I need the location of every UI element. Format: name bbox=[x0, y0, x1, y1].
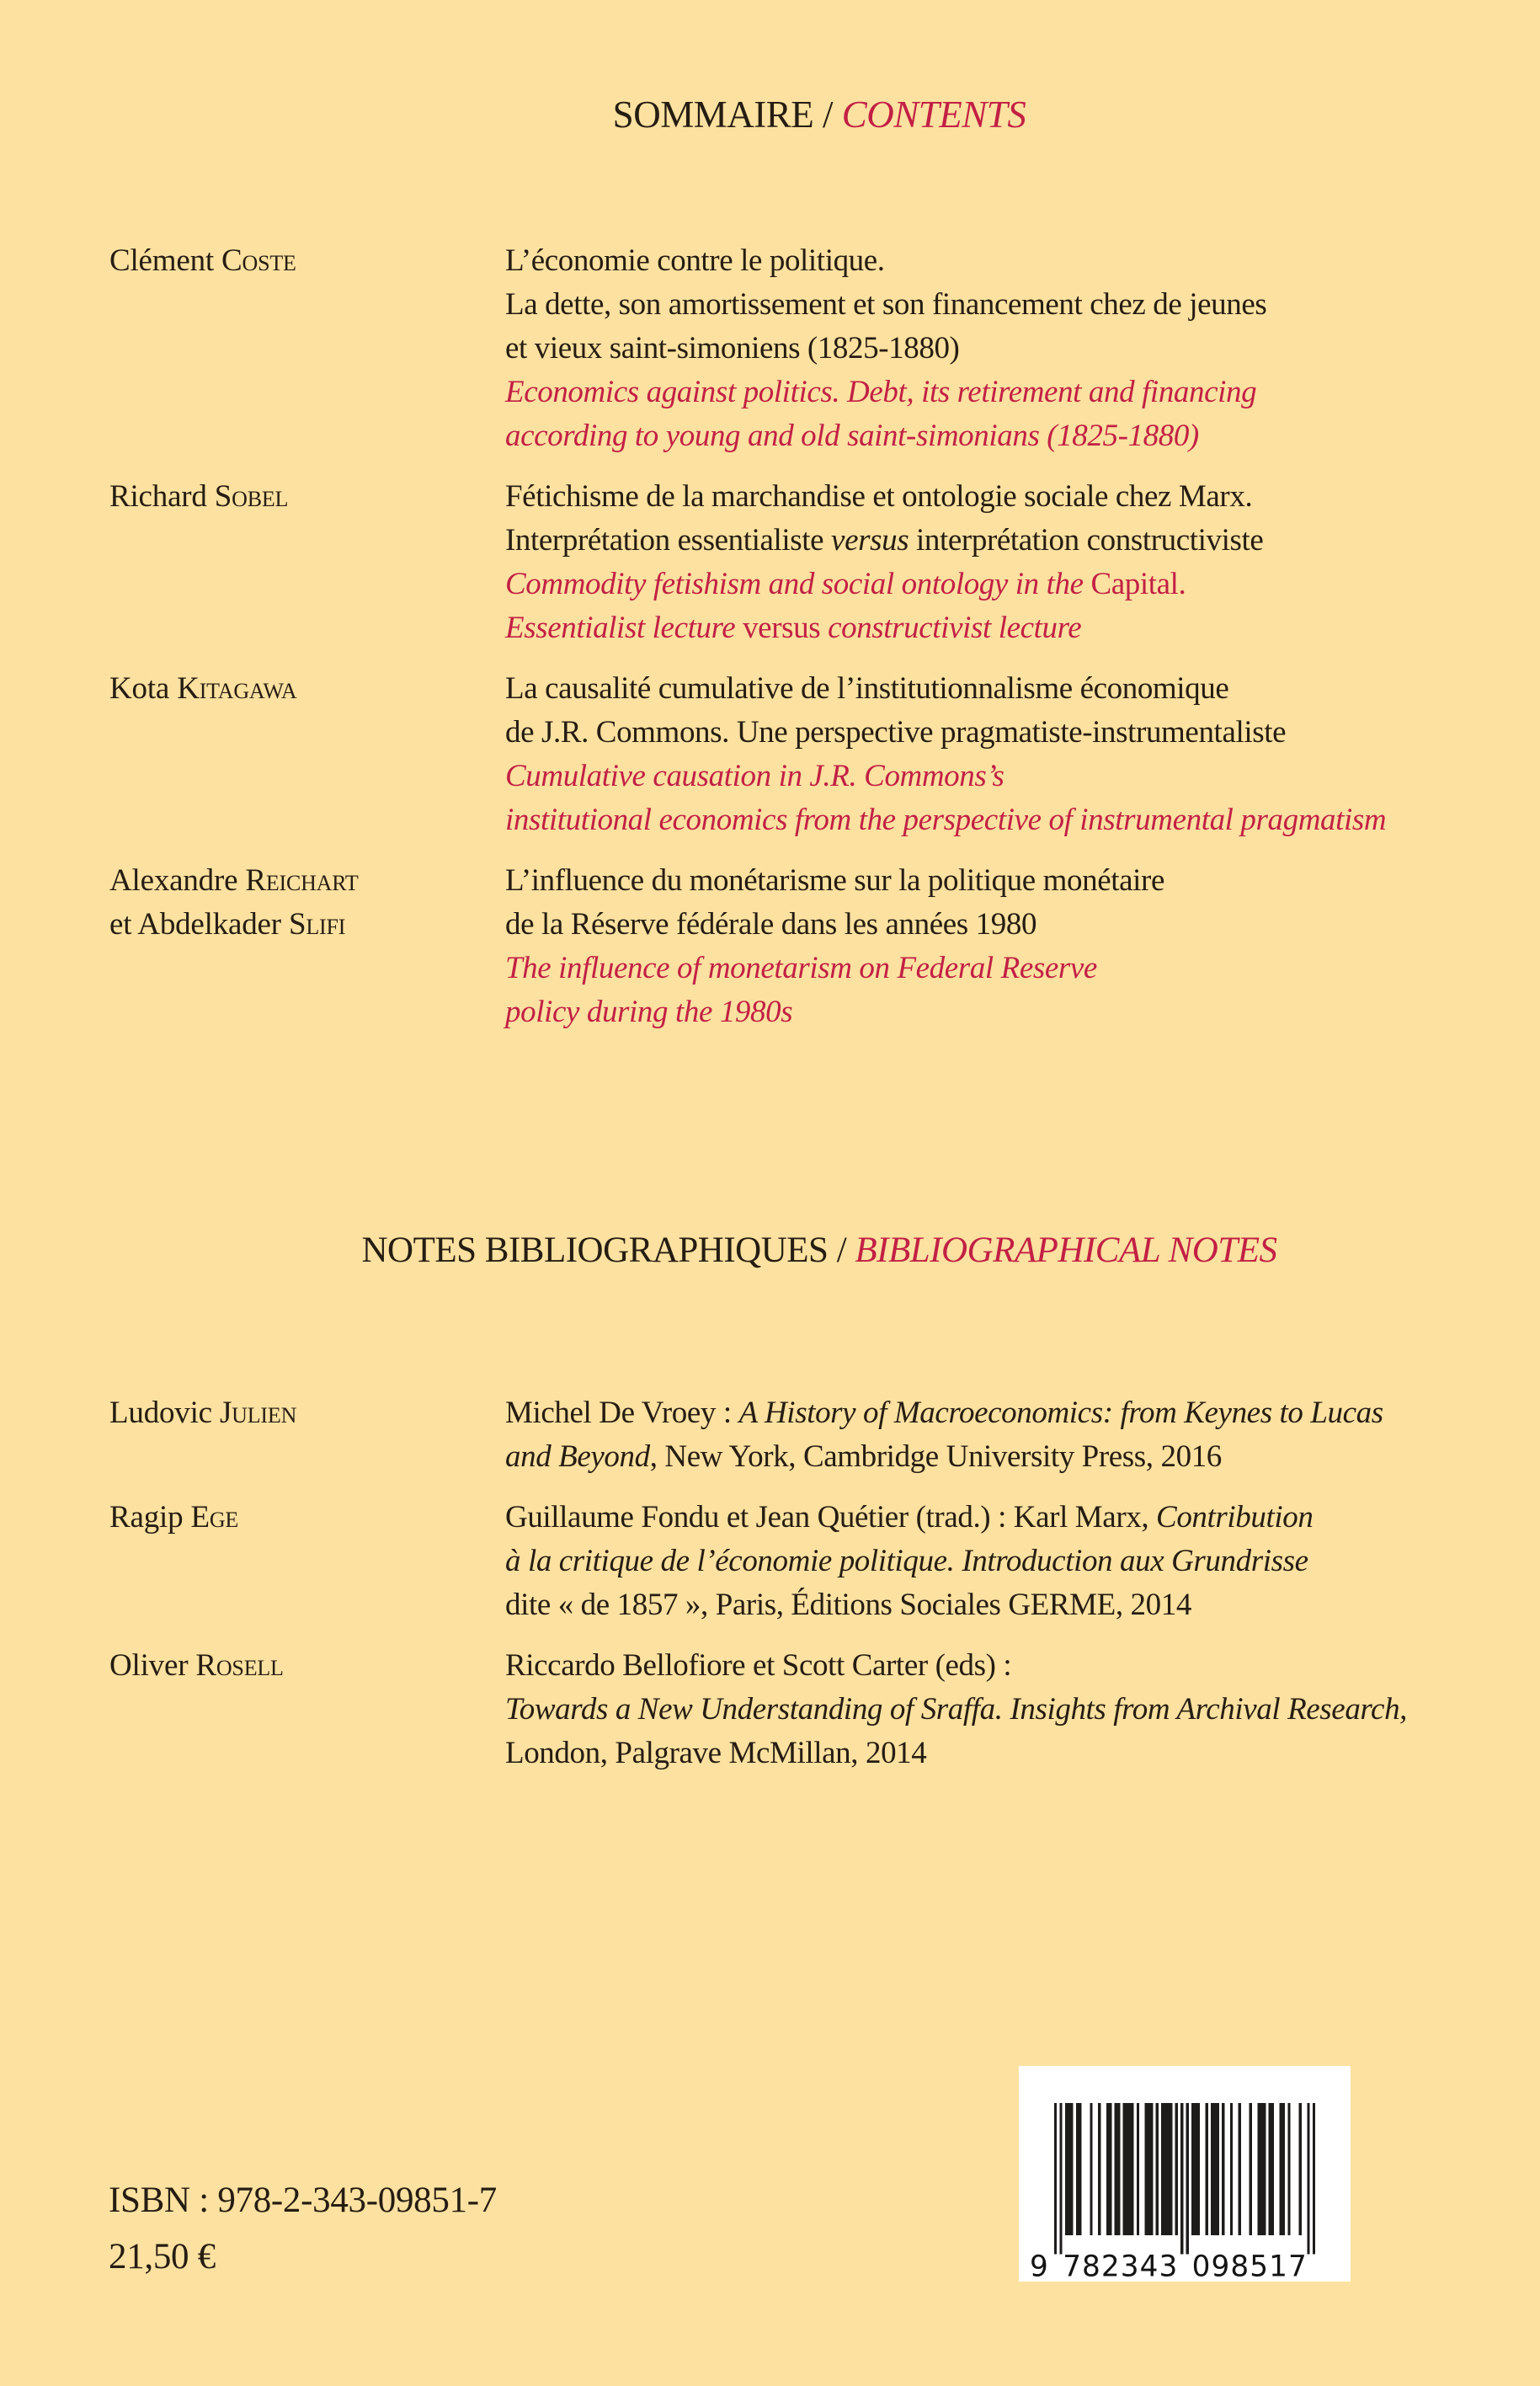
author-firstname: Ragip bbox=[109, 1500, 191, 1535]
text: interprétation constructiviste bbox=[909, 523, 1264, 558]
title-line-fr bbox=[505, 327, 1386, 371]
author-name bbox=[109, 667, 505, 842]
isbn-text: ISBN : 978-2-343-09851-7 bbox=[109, 2180, 497, 2220]
biblio-entry bbox=[109, 1391, 1407, 1479]
author-firstname: et Abdelkader bbox=[109, 907, 289, 942]
title-line-fr bbox=[505, 239, 1386, 283]
text: La causalité cumulative de l’institutionnalisme économique bbox=[505, 671, 1229, 706]
biblio-heading-fr: NOTES BIBLIOGRAPHIQUES bbox=[361, 1230, 829, 1270]
toc-entry bbox=[109, 475, 1386, 650]
title-line-fr bbox=[505, 519, 1386, 563]
italic-text: institutional economics from the perspective of instrumental pragmatism bbox=[505, 803, 1387, 837]
author-firstname: Oliver bbox=[109, 1648, 196, 1683]
entry-titles bbox=[505, 475, 1386, 650]
title-line-fr bbox=[505, 1496, 1407, 1540]
toc-entry bbox=[109, 667, 1386, 842]
italic-text: Economics against politics. Debt, its retirement and financing bbox=[505, 375, 1257, 409]
author-firstname: Ludovic bbox=[109, 1396, 220, 1430]
biblio-heading bbox=[104, 1230, 1535, 1271]
biblio-entry bbox=[109, 1496, 1407, 1627]
title-line-fr bbox=[505, 711, 1386, 755]
text: dite « de 1857 », Paris, Éditions Sociales GERME, 2014 bbox=[505, 1588, 1191, 1622]
author-line bbox=[109, 859, 505, 903]
italic-text: policy during the 1980s bbox=[505, 995, 793, 1029]
text: et vieux saint-simoniens (1825-1880) bbox=[505, 331, 960, 366]
author-line bbox=[109, 1496, 505, 1540]
entry-titles bbox=[505, 859, 1386, 1034]
svg-text:4: 4 bbox=[1139, 2250, 1159, 2279]
text: , New York, Cambridge University Press, 2016 bbox=[649, 1439, 1222, 1474]
entry-titles bbox=[505, 667, 1386, 842]
title-line-fr bbox=[505, 859, 1386, 903]
svg-text:3: 3 bbox=[1159, 2250, 1178, 2279]
text: Capital. bbox=[1090, 567, 1186, 601]
author-line bbox=[109, 903, 505, 947]
biblio-entries bbox=[109, 1391, 1407, 1792]
text: London, Palgrave McMillan, 2014 bbox=[505, 1736, 927, 1770]
author-surname: Kitagawa bbox=[177, 671, 297, 706]
contents-heading-en: CONTENTS bbox=[841, 93, 1026, 136]
title-line-fr bbox=[505, 1644, 1407, 1688]
author-surname: Julien bbox=[219, 1396, 297, 1430]
contents-entries bbox=[109, 239, 1386, 1051]
title-line-fr bbox=[505, 1391, 1407, 1435]
italic-text: constructivist lecture bbox=[820, 611, 1082, 645]
italic-text: Towards a New Understanding of Sraffa. Insights from Archival Research, bbox=[505, 1692, 1408, 1727]
text: Interprétation essentialiste bbox=[505, 523, 832, 558]
author-surname: Ege bbox=[190, 1500, 239, 1535]
author-surname: Sobel bbox=[214, 479, 289, 514]
italic-text: The influence of monetarism on Federal Reserve bbox=[505, 951, 1097, 985]
author-name bbox=[109, 475, 505, 650]
author-surname: Slifi bbox=[288, 907, 346, 942]
biblio-heading-separator: / bbox=[828, 1230, 855, 1270]
title-line-en bbox=[505, 414, 1386, 458]
author-name bbox=[109, 1644, 505, 1775]
author-name bbox=[109, 1391, 505, 1479]
text: Fétichisme de la marchandise et ontologie sociale chez Marx. bbox=[505, 479, 1253, 514]
svg-text:2: 2 bbox=[1100, 2250, 1120, 2279]
svg-text:7: 7 bbox=[1063, 2250, 1082, 2279]
barcode-panel bbox=[1019, 2066, 1351, 2282]
title-line-fr bbox=[505, 903, 1386, 947]
text: Guillaume Fondu et Jean Quétier (trad.) : Karl Marx, bbox=[505, 1500, 1157, 1535]
svg-text:3: 3 bbox=[1120, 2250, 1139, 2279]
svg-text:8: 8 bbox=[1082, 2250, 1100, 2279]
italic-text: Contribution bbox=[1156, 1500, 1314, 1535]
title-line-fr bbox=[505, 1688, 1407, 1732]
title-line-en bbox=[505, 755, 1386, 798]
title-line-en bbox=[505, 990, 1386, 1034]
text: de J.R. Commons. Une perspective pragmatiste-instrumentaliste bbox=[505, 715, 1287, 750]
author-name bbox=[109, 239, 505, 458]
contents-heading bbox=[104, 93, 1535, 136]
text: Riccardo Bellofiore et Scott Carter (eds) : bbox=[505, 1648, 1012, 1683]
text: versus bbox=[743, 611, 821, 645]
svg-text:0: 0 bbox=[1191, 2250, 1211, 2279]
author-surname: Rosell bbox=[195, 1648, 284, 1683]
text: de la Réserve fédérale dans les années 1980 bbox=[505, 907, 1037, 942]
italic-text: according to young and old saint-simonians (1825-1880) bbox=[505, 419, 1199, 453]
entry-titles bbox=[505, 1644, 1407, 1775]
entry-titles bbox=[505, 1496, 1407, 1627]
author-firstname: Richard bbox=[109, 479, 215, 514]
title-line-fr bbox=[505, 1435, 1407, 1479]
italic-text: A History of Macroeconomics: from Keynes to Lucas bbox=[738, 1396, 1383, 1430]
author-name bbox=[109, 1496, 505, 1627]
svg-text:1: 1 bbox=[1269, 2250, 1287, 2279]
contents-heading-separator: / bbox=[813, 93, 842, 136]
svg-text:7: 7 bbox=[1287, 2250, 1307, 2279]
title-line-fr bbox=[505, 1732, 1407, 1775]
text: L’influence du monétarisme sur la politique monétaire bbox=[505, 863, 1164, 898]
italic-text: and Beyond bbox=[505, 1439, 650, 1474]
svg-text:8: 8 bbox=[1230, 2250, 1250, 2279]
italic-text: Essentialist lecture bbox=[505, 611, 743, 645]
author-name bbox=[109, 859, 505, 1034]
title-line-en bbox=[505, 798, 1386, 842]
author-line bbox=[109, 1644, 505, 1688]
italic-text: à la critique de l’économie politique. Introduction aux Grundrisse bbox=[505, 1544, 1308, 1578]
author-surname: Coste bbox=[221, 243, 296, 278]
title-line-fr bbox=[505, 475, 1386, 519]
title-line-en bbox=[505, 371, 1386, 414]
toc-entry bbox=[109, 859, 1386, 1034]
title-line-en bbox=[505, 947, 1386, 990]
text: Michel De Vroey : bbox=[505, 1396, 739, 1430]
title-line-en bbox=[505, 563, 1386, 606]
author-line bbox=[109, 667, 505, 711]
author-firstname: Kota bbox=[109, 671, 178, 706]
toc-entry bbox=[109, 239, 1386, 458]
title-line-fr bbox=[505, 667, 1386, 711]
ean13-barcode bbox=[1026, 2103, 1343, 2279]
entry-titles bbox=[505, 239, 1386, 458]
svg-text:9: 9 bbox=[1211, 2250, 1230, 2279]
title-line-en bbox=[505, 606, 1386, 650]
title-line-fr bbox=[505, 1583, 1407, 1627]
author-firstname: Alexandre bbox=[109, 863, 246, 898]
italic-text: Cumulative causation in J.R. Commons’s bbox=[505, 759, 1004, 793]
italic-text: versus bbox=[831, 523, 909, 558]
biblio-heading-en: BIBLIOGRAPHICAL NOTES bbox=[855, 1230, 1277, 1270]
svg-text:5: 5 bbox=[1250, 2250, 1269, 2279]
text: La dette, son amortissement et son financement chez de jeunes bbox=[505, 287, 1267, 322]
italic-text: Commodity fetishism and social ontology in the bbox=[505, 567, 1091, 601]
svg-text:9: 9 bbox=[1030, 2250, 1048, 2279]
text: L’économie contre le politique. bbox=[505, 243, 885, 278]
author-surname: Reichart bbox=[245, 863, 359, 898]
author-firstname: Clément bbox=[109, 243, 222, 278]
price-text: 21,50 € bbox=[109, 2237, 216, 2277]
title-line-fr bbox=[505, 1540, 1407, 1583]
author-line bbox=[109, 475, 505, 519]
author-line bbox=[109, 1391, 505, 1435]
title-line-fr bbox=[505, 283, 1386, 327]
author-line bbox=[109, 239, 505, 283]
contents-heading-fr: SOMMAIRE bbox=[612, 93, 814, 136]
biblio-entry bbox=[109, 1644, 1407, 1775]
entry-titles bbox=[505, 1391, 1407, 1479]
